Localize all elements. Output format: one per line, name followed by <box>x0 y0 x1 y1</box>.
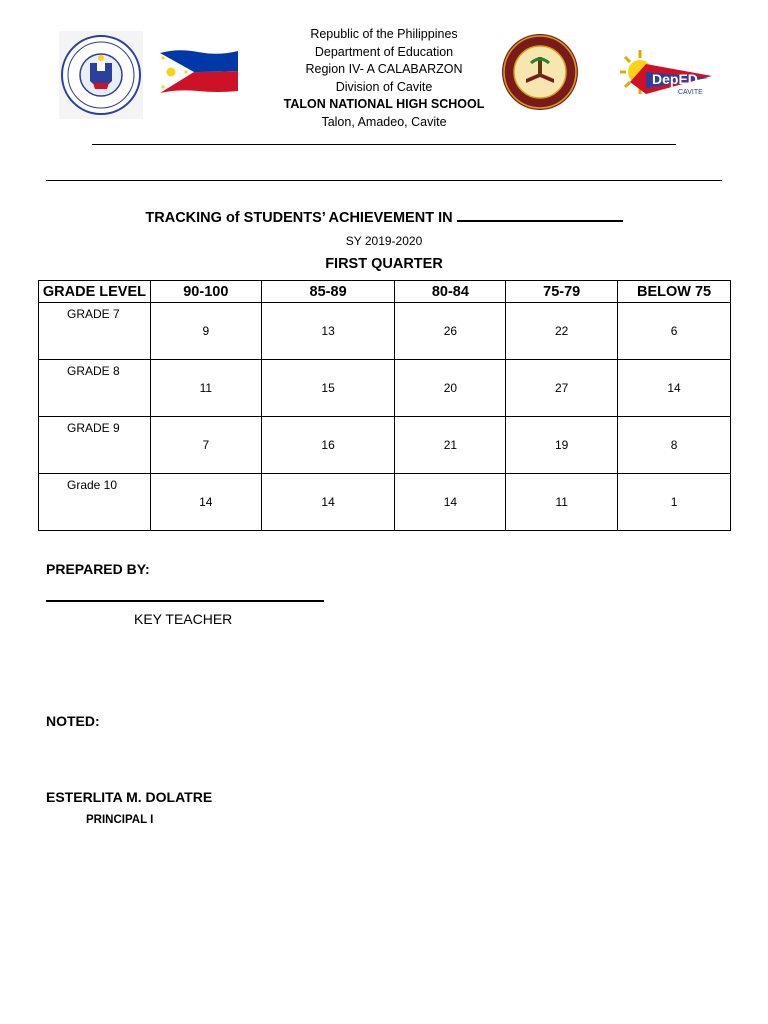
table-row <box>39 474 731 531</box>
title-text: TRACKING of STUDENTS’ ACHIEVEMENT IN <box>145 210 453 226</box>
deped-text: DepED <box>652 71 698 87</box>
prepared-by-label: PREPARED BY: <box>46 561 150 577</box>
header-division: Division of Cavite <box>335 79 433 94</box>
header-below-75: BELOW 75 <box>618 281 731 303</box>
table-cell: 14 <box>395 474 506 531</box>
header-grade-level: GRADE LEVEL <box>39 281 151 303</box>
letterhead <box>254 26 514 132</box>
school-seal-logo <box>501 33 579 111</box>
header-department: Department of Education <box>314 44 454 59</box>
noted-label: NOTED: <box>46 713 100 729</box>
header-address: Talon, Amadeo, Cavite <box>321 114 447 129</box>
principal-title: PRINCIPAL I <box>86 814 154 826</box>
header-region: Region IV- A CALABARZON <box>305 62 463 77</box>
table-cell: 13 <box>261 303 395 360</box>
cavite-text: CAVITE <box>678 89 703 96</box>
table-cell: 11 <box>506 474 618 531</box>
table-cell: 19 <box>506 417 618 474</box>
table-cell: 16 <box>261 417 395 474</box>
table-cell: 14 <box>150 474 261 531</box>
header-85-89: 85-89 <box>261 281 395 303</box>
table-cell: 7 <box>150 417 261 474</box>
school-year: SY 2019-2020 <box>345 234 423 248</box>
header-90-100: 90-100 <box>150 281 261 303</box>
deped-seal-logo <box>59 31 143 119</box>
table-cell: 21 <box>395 417 506 474</box>
table-cell: 27 <box>506 360 618 417</box>
grade-level-cell: Grade 10 <box>39 474 151 531</box>
quarter-label: FIRST QUARTER <box>325 256 443 272</box>
table-cell: 8 <box>618 417 731 474</box>
table-cell: 9 <box>150 303 261 360</box>
signature-line <box>46 600 324 602</box>
table-header-row <box>39 281 731 303</box>
table-cell: 14 <box>261 474 395 531</box>
header-75-79: 75-79 <box>506 281 618 303</box>
table-cell: 1 <box>618 474 731 531</box>
document-title <box>0 208 768 226</box>
achievement-table <box>38 280 731 531</box>
table-cell: 14 <box>618 360 731 417</box>
table-row <box>39 417 731 474</box>
grade-level-cell: GRADE 7 <box>39 303 151 360</box>
grade-level-cell: GRADE 9 <box>39 417 151 474</box>
header-80-84: 80-84 <box>395 281 506 303</box>
table-cell: 22 <box>506 303 618 360</box>
header-rule-long <box>46 180 722 181</box>
table-row <box>39 360 731 417</box>
header-rule-short <box>92 144 676 145</box>
table-cell: 11 <box>150 360 261 417</box>
table-cell: 6 <box>618 303 731 360</box>
header-republic: Republic of the Philippines <box>310 27 458 41</box>
subject-blank-line <box>457 208 623 222</box>
philippine-flag-icon <box>158 47 240 95</box>
deped-cavite-logo <box>616 42 716 104</box>
table-row <box>39 303 731 360</box>
table-cell: 15 <box>261 360 395 417</box>
table-cell: 26 <box>395 303 506 360</box>
header-school-name: TALON NATIONAL HIGH SCHOOL <box>283 97 485 112</box>
table-cell: 20 <box>395 360 506 417</box>
grade-level-cell: GRADE 8 <box>39 360 151 417</box>
key-teacher-label: KEY TEACHER <box>134 611 233 627</box>
principal-name: ESTERLITA M. DOLATRE <box>46 789 213 805</box>
